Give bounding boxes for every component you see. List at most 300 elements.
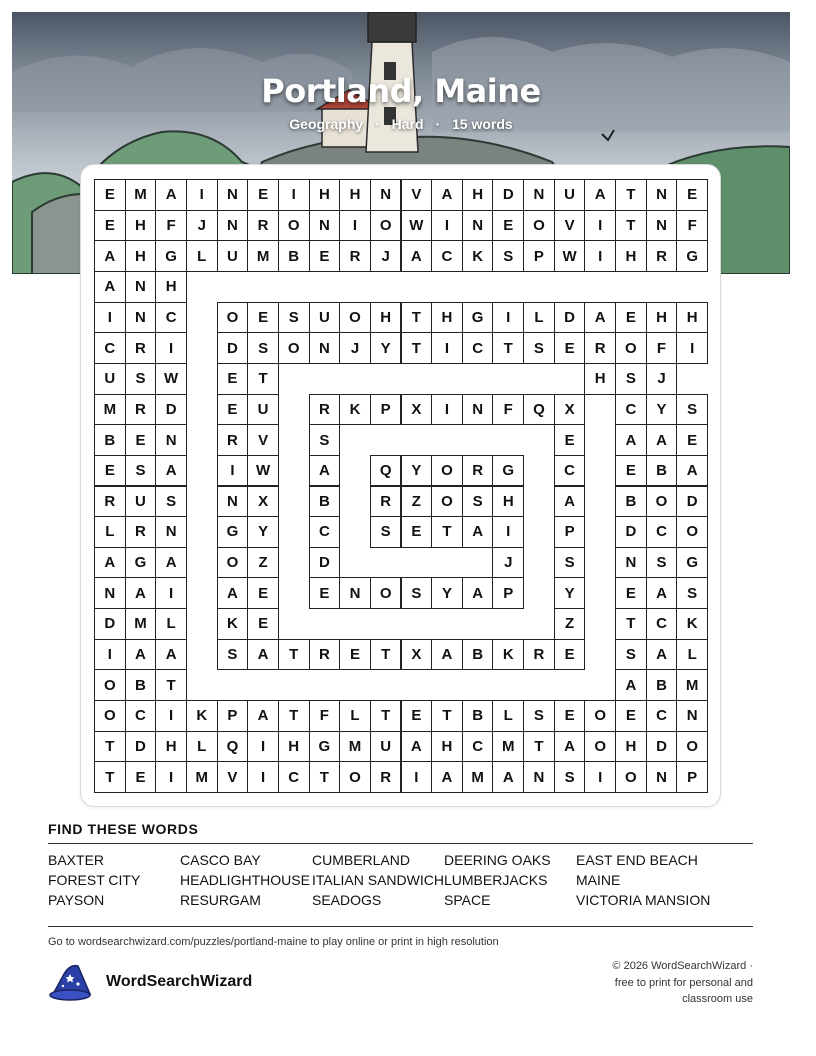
grid-cell[interactable]: P: [676, 761, 708, 793]
grid-cell[interactable]: I: [217, 455, 249, 487]
grid-cell[interactable]: Q: [370, 455, 402, 487]
grid-cell[interactable]: N: [523, 761, 555, 793]
grid-cell[interactable]: E: [554, 639, 586, 671]
grid-cell[interactable]: F: [646, 332, 678, 364]
grid-cell[interactable]: A: [676, 455, 708, 487]
grid-cell[interactable]: S: [370, 516, 402, 548]
grid-cell[interactable]: R: [339, 240, 371, 272]
grid-cell[interactable]: E: [125, 424, 157, 456]
grid-cell[interactable]: N: [339, 577, 371, 609]
grid-cell[interactable]: E: [492, 210, 524, 242]
grid-cell[interactable]: B: [646, 455, 678, 487]
grid-cell[interactable]: L: [94, 516, 126, 548]
grid-cell[interactable]: I: [431, 210, 463, 242]
grid-cell[interactable]: C: [646, 700, 678, 732]
grid-cell[interactable]: T: [370, 639, 402, 671]
grid-cell[interactable]: I: [94, 302, 126, 334]
grid-cell[interactable]: M: [339, 731, 371, 763]
grid-cell[interactable]: T: [247, 363, 279, 395]
grid-cell[interactable]: B: [278, 240, 310, 272]
grid-cell[interactable]: A: [217, 577, 249, 609]
grid-cell[interactable]: H: [646, 302, 678, 334]
grid-cell[interactable]: I: [155, 761, 187, 793]
grid-cell[interactable]: B: [462, 700, 494, 732]
grid-cell[interactable]: Y: [247, 516, 279, 548]
grid-cell[interactable]: O: [339, 302, 371, 334]
grid-cell[interactable]: A: [646, 577, 678, 609]
grid-cell[interactable]: Z: [247, 547, 279, 579]
grid-cell[interactable]: N: [523, 179, 555, 211]
grid-cell[interactable]: T: [94, 731, 126, 763]
grid-cell[interactable]: E: [247, 577, 279, 609]
grid-cell[interactable]: R: [125, 332, 157, 364]
grid-cell[interactable]: M: [462, 761, 494, 793]
grid-cell[interactable]: L: [492, 700, 524, 732]
grid-cell[interactable]: O: [370, 210, 402, 242]
grid-cell[interactable]: G: [492, 455, 524, 487]
grid-cell[interactable]: N: [217, 210, 249, 242]
grid-cell[interactable]: E: [339, 639, 371, 671]
grid-cell[interactable]: I: [155, 332, 187, 364]
grid-cell[interactable]: X: [554, 394, 586, 426]
grid-cell[interactable]: E: [247, 608, 279, 640]
grid-cell[interactable]: S: [676, 577, 708, 609]
grid-cell[interactable]: D: [125, 731, 157, 763]
grid-cell[interactable]: N: [646, 179, 678, 211]
grid-cell[interactable]: K: [462, 240, 494, 272]
grid-cell[interactable]: F: [155, 210, 187, 242]
grid-cell[interactable]: D: [676, 486, 708, 518]
grid-cell[interactable]: E: [401, 516, 433, 548]
grid-cell[interactable]: E: [217, 363, 249, 395]
grid-cell[interactable]: E: [615, 577, 647, 609]
grid-cell[interactable]: O: [523, 210, 555, 242]
grid-cell[interactable]: L: [339, 700, 371, 732]
grid-cell[interactable]: M: [186, 761, 218, 793]
grid-cell[interactable]: T: [523, 731, 555, 763]
grid-cell[interactable]: V: [554, 210, 586, 242]
grid-cell[interactable]: J: [186, 210, 218, 242]
grid-cell[interactable]: U: [554, 179, 586, 211]
grid-cell[interactable]: T: [370, 700, 402, 732]
grid-cell[interactable]: K: [217, 608, 249, 640]
grid-cell[interactable]: S: [462, 486, 494, 518]
grid-cell[interactable]: B: [646, 669, 678, 701]
grid-cell[interactable]: P: [370, 394, 402, 426]
grid-cell[interactable]: T: [492, 332, 524, 364]
grid-cell[interactable]: S: [523, 332, 555, 364]
grid-cell[interactable]: O: [646, 486, 678, 518]
grid-cell[interactable]: Y: [431, 577, 463, 609]
grid-cell[interactable]: Q: [523, 394, 555, 426]
grid-cell[interactable]: D: [615, 516, 647, 548]
grid-cell[interactable]: L: [676, 639, 708, 671]
grid-cell[interactable]: P: [523, 240, 555, 272]
grid-cell[interactable]: C: [125, 700, 157, 732]
grid-cell[interactable]: I: [492, 302, 524, 334]
grid-cell[interactable]: T: [431, 516, 463, 548]
grid-cell[interactable]: V: [247, 424, 279, 456]
grid-cell[interactable]: H: [278, 731, 310, 763]
grid-cell[interactable]: B: [462, 639, 494, 671]
grid-cell[interactable]: E: [554, 700, 586, 732]
grid-cell[interactable]: I: [584, 761, 616, 793]
grid-cell[interactable]: Y: [554, 577, 586, 609]
grid-cell[interactable]: L: [186, 240, 218, 272]
grid-cell[interactable]: E: [615, 700, 647, 732]
grid-cell[interactable]: G: [217, 516, 249, 548]
grid-cell[interactable]: J: [492, 547, 524, 579]
grid-cell[interactable]: B: [615, 486, 647, 518]
grid-cell[interactable]: O: [217, 302, 249, 334]
grid-cell[interactable]: A: [584, 302, 616, 334]
grid-cell[interactable]: C: [278, 761, 310, 793]
grid-cell[interactable]: I: [278, 179, 310, 211]
grid-cell[interactable]: O: [615, 761, 647, 793]
grid-cell[interactable]: T: [615, 179, 647, 211]
grid-cell[interactable]: W: [155, 363, 187, 395]
grid-cell[interactable]: W: [247, 455, 279, 487]
grid-cell[interactable]: F: [492, 394, 524, 426]
grid-cell[interactable]: I: [247, 731, 279, 763]
grid-cell[interactable]: A: [94, 547, 126, 579]
grid-cell[interactable]: R: [247, 210, 279, 242]
grid-cell[interactable]: S: [554, 547, 586, 579]
grid-cell[interactable]: S: [309, 424, 341, 456]
grid-cell[interactable]: N: [217, 486, 249, 518]
grid-cell[interactable]: V: [217, 761, 249, 793]
grid-cell[interactable]: D: [492, 179, 524, 211]
grid-cell[interactable]: T: [615, 210, 647, 242]
grid-cell[interactable]: Q: [217, 731, 249, 763]
grid-cell[interactable]: A: [554, 486, 586, 518]
grid-cell[interactable]: O: [94, 669, 126, 701]
grid-cell[interactable]: H: [462, 179, 494, 211]
grid-cell[interactable]: H: [155, 731, 187, 763]
grid-cell[interactable]: I: [401, 761, 433, 793]
grid-cell[interactable]: G: [676, 240, 708, 272]
grid-cell[interactable]: K: [339, 394, 371, 426]
grid-cell[interactable]: A: [247, 700, 279, 732]
grid-cell[interactable]: C: [554, 455, 586, 487]
grid-cell[interactable]: R: [370, 486, 402, 518]
grid-cell[interactable]: O: [217, 547, 249, 579]
grid-cell[interactable]: B: [94, 424, 126, 456]
grid-cell[interactable]: C: [431, 240, 463, 272]
grid-cell[interactable]: H: [125, 210, 157, 242]
grid-cell[interactable]: O: [431, 455, 463, 487]
grid-cell[interactable]: G: [155, 240, 187, 272]
grid-cell[interactable]: O: [94, 700, 126, 732]
grid-cell[interactable]: Z: [554, 608, 586, 640]
grid-cell[interactable]: O: [278, 210, 310, 242]
grid-cell[interactable]: S: [676, 394, 708, 426]
grid-cell[interactable]: T: [401, 332, 433, 364]
grid-cell[interactable]: A: [247, 639, 279, 671]
grid-cell[interactable]: R: [584, 332, 616, 364]
grid-cell[interactable]: N: [125, 271, 157, 303]
grid-cell[interactable]: P: [492, 577, 524, 609]
play-online-link[interactable]: Go to wordsearchwizard.com/puzzles/portland-maine to play online or print in high resolution: [48, 936, 499, 948]
grid-cell[interactable]: E: [554, 332, 586, 364]
grid-cell[interactable]: B: [125, 669, 157, 701]
grid-cell[interactable]: S: [278, 302, 310, 334]
grid-cell[interactable]: T: [155, 669, 187, 701]
grid-cell[interactable]: H: [125, 240, 157, 272]
grid-cell[interactable]: E: [401, 700, 433, 732]
grid-cell[interactable]: L: [155, 608, 187, 640]
grid-cell[interactable]: M: [247, 240, 279, 272]
grid-cell[interactable]: N: [94, 577, 126, 609]
grid-cell[interactable]: J: [339, 332, 371, 364]
grid-cell[interactable]: C: [646, 516, 678, 548]
grid-cell[interactable]: L: [186, 731, 218, 763]
grid-cell[interactable]: E: [247, 179, 279, 211]
grid-cell[interactable]: O: [676, 516, 708, 548]
grid-cell[interactable]: Z: [401, 486, 433, 518]
grid-cell[interactable]: R: [217, 424, 249, 456]
grid-cell[interactable]: O: [431, 486, 463, 518]
grid-cell[interactable]: Y: [370, 332, 402, 364]
grid-cell[interactable]: A: [155, 179, 187, 211]
grid-cell[interactable]: U: [94, 363, 126, 395]
grid-cell[interactable]: S: [247, 332, 279, 364]
grid-cell[interactable]: M: [492, 731, 524, 763]
grid-cell[interactable]: D: [217, 332, 249, 364]
grid-cell[interactable]: A: [155, 547, 187, 579]
grid-cell[interactable]: H: [615, 731, 647, 763]
grid-cell[interactable]: A: [584, 179, 616, 211]
grid-cell[interactable]: A: [615, 669, 647, 701]
grid-cell[interactable]: J: [646, 363, 678, 395]
grid-cell[interactable]: T: [94, 761, 126, 793]
grid-cell[interactable]: M: [676, 669, 708, 701]
grid-cell[interactable]: O: [339, 761, 371, 793]
grid-cell[interactable]: I: [584, 210, 616, 242]
grid-cell[interactable]: C: [462, 332, 494, 364]
grid-cell[interactable]: S: [401, 577, 433, 609]
grid-cell[interactable]: E: [309, 240, 341, 272]
grid-cell[interactable]: C: [615, 394, 647, 426]
grid-cell[interactable]: U: [125, 486, 157, 518]
grid-cell[interactable]: A: [309, 455, 341, 487]
grid-cell[interactable]: A: [125, 577, 157, 609]
grid-cell[interactable]: S: [217, 639, 249, 671]
grid-cell[interactable]: N: [155, 424, 187, 456]
grid-cell[interactable]: D: [554, 302, 586, 334]
grid-cell[interactable]: T: [278, 639, 310, 671]
grid-cell[interactable]: S: [492, 240, 524, 272]
grid-cell[interactable]: N: [155, 516, 187, 548]
grid-cell[interactable]: N: [125, 302, 157, 334]
grid-cell[interactable]: N: [676, 700, 708, 732]
grid-cell[interactable]: A: [401, 240, 433, 272]
grid-cell[interactable]: A: [125, 639, 157, 671]
grid-cell[interactable]: S: [615, 639, 647, 671]
grid-cell[interactable]: H: [584, 363, 616, 395]
grid-cell[interactable]: K: [492, 639, 524, 671]
grid-cell[interactable]: U: [217, 240, 249, 272]
grid-cell[interactable]: B: [309, 486, 341, 518]
grid-cell[interactable]: U: [247, 394, 279, 426]
grid-cell[interactable]: F: [309, 700, 341, 732]
grid-cell[interactable]: E: [676, 424, 708, 456]
grid-cell[interactable]: L: [523, 302, 555, 334]
grid-cell[interactable]: T: [431, 700, 463, 732]
grid-cell[interactable]: H: [309, 179, 341, 211]
grid-cell[interactable]: H: [370, 302, 402, 334]
grid-cell[interactable]: A: [462, 516, 494, 548]
grid-cell[interactable]: E: [125, 761, 157, 793]
grid-cell[interactable]: D: [309, 547, 341, 579]
grid-cell[interactable]: A: [554, 731, 586, 763]
grid-cell[interactable]: A: [492, 761, 524, 793]
grid-cell[interactable]: I: [339, 210, 371, 242]
grid-cell[interactable]: E: [94, 455, 126, 487]
grid-cell[interactable]: D: [155, 394, 187, 426]
grid-cell[interactable]: C: [155, 302, 187, 334]
grid-cell[interactable]: C: [462, 731, 494, 763]
grid-cell[interactable]: I: [247, 761, 279, 793]
grid-cell[interactable]: H: [339, 179, 371, 211]
grid-cell[interactable]: E: [676, 179, 708, 211]
grid-cell[interactable]: F: [676, 210, 708, 242]
grid-cell[interactable]: E: [217, 394, 249, 426]
grid-cell[interactable]: X: [401, 394, 433, 426]
grid-cell[interactable]: W: [401, 210, 433, 242]
grid-cell[interactable]: A: [401, 731, 433, 763]
grid-cell[interactable]: U: [370, 731, 402, 763]
grid-cell[interactable]: O: [615, 332, 647, 364]
grid-cell[interactable]: H: [155, 271, 187, 303]
grid-cell[interactable]: X: [401, 639, 433, 671]
grid-cell[interactable]: I: [431, 332, 463, 364]
grid-cell[interactable]: H: [431, 302, 463, 334]
grid-cell[interactable]: I: [676, 332, 708, 364]
grid-cell[interactable]: C: [309, 516, 341, 548]
grid-cell[interactable]: S: [125, 363, 157, 395]
grid-cell[interactable]: G: [676, 547, 708, 579]
grid-cell[interactable]: P: [217, 700, 249, 732]
grid-cell[interactable]: A: [615, 424, 647, 456]
grid-cell[interactable]: S: [615, 363, 647, 395]
grid-cell[interactable]: R: [523, 639, 555, 671]
grid-cell[interactable]: A: [646, 639, 678, 671]
grid-cell[interactable]: N: [646, 210, 678, 242]
grid-cell[interactable]: E: [554, 424, 586, 456]
grid-cell[interactable]: N: [646, 761, 678, 793]
grid-cell[interactable]: R: [309, 394, 341, 426]
grid-cell[interactable]: R: [125, 516, 157, 548]
grid-cell[interactable]: C: [646, 608, 678, 640]
grid-cell[interactable]: N: [462, 210, 494, 242]
grid-cell[interactable]: T: [401, 302, 433, 334]
grid-cell[interactable]: I: [155, 700, 187, 732]
grid-cell[interactable]: I: [584, 240, 616, 272]
grid-cell[interactable]: D: [94, 608, 126, 640]
grid-cell[interactable]: P: [554, 516, 586, 548]
grid-cell[interactable]: S: [155, 486, 187, 518]
grid-cell[interactable]: S: [125, 455, 157, 487]
letter-grid[interactable]: [94, 179, 707, 792]
grid-cell[interactable]: N: [615, 547, 647, 579]
grid-cell[interactable]: A: [431, 761, 463, 793]
grid-cell[interactable]: N: [462, 394, 494, 426]
grid-cell[interactable]: G: [125, 547, 157, 579]
grid-cell[interactable]: A: [462, 577, 494, 609]
grid-cell[interactable]: R: [370, 761, 402, 793]
grid-cell[interactable]: S: [523, 700, 555, 732]
grid-cell[interactable]: R: [462, 455, 494, 487]
grid-cell[interactable]: C: [94, 332, 126, 364]
grid-cell[interactable]: W: [554, 240, 586, 272]
grid-cell[interactable]: O: [370, 577, 402, 609]
grid-cell[interactable]: K: [186, 700, 218, 732]
grid-cell[interactable]: A: [155, 455, 187, 487]
grid-cell[interactable]: M: [125, 179, 157, 211]
grid-cell[interactable]: J: [370, 240, 402, 272]
grid-cell[interactable]: A: [646, 424, 678, 456]
grid-cell[interactable]: T: [278, 700, 310, 732]
grid-cell[interactable]: R: [125, 394, 157, 426]
grid-cell[interactable]: E: [615, 302, 647, 334]
grid-cell[interactable]: A: [155, 639, 187, 671]
grid-cell[interactable]: I: [94, 639, 126, 671]
grid-cell[interactable]: H: [676, 302, 708, 334]
grid-cell[interactable]: A: [94, 240, 126, 272]
grid-cell[interactable]: S: [554, 761, 586, 793]
grid-cell[interactable]: I: [492, 516, 524, 548]
grid-cell[interactable]: E: [94, 179, 126, 211]
grid-cell[interactable]: X: [247, 486, 279, 518]
grid-cell[interactable]: H: [492, 486, 524, 518]
grid-cell[interactable]: N: [309, 332, 341, 364]
grid-cell[interactable]: T: [615, 608, 647, 640]
grid-cell[interactable]: T: [309, 761, 341, 793]
grid-cell[interactable]: N: [217, 179, 249, 211]
grid-cell[interactable]: E: [247, 302, 279, 334]
grid-cell[interactable]: O: [584, 731, 616, 763]
grid-cell[interactable]: U: [309, 302, 341, 334]
grid-cell[interactable]: Y: [646, 394, 678, 426]
grid-cell[interactable]: I: [186, 179, 218, 211]
grid-cell[interactable]: E: [309, 577, 341, 609]
grid-cell[interactable]: R: [94, 486, 126, 518]
grid-cell[interactable]: N: [370, 179, 402, 211]
grid-cell[interactable]: D: [646, 731, 678, 763]
grid-cell[interactable]: R: [309, 639, 341, 671]
grid-cell[interactable]: K: [676, 608, 708, 640]
grid-cell[interactable]: R: [646, 240, 678, 272]
grid-cell[interactable]: E: [615, 455, 647, 487]
grid-cell[interactable]: Y: [401, 455, 433, 487]
grid-cell[interactable]: I: [155, 577, 187, 609]
grid-cell[interactable]: A: [431, 639, 463, 671]
grid-cell[interactable]: G: [462, 302, 494, 334]
grid-cell[interactable]: O: [278, 332, 310, 364]
grid-cell[interactable]: E: [94, 210, 126, 242]
grid-cell[interactable]: M: [94, 394, 126, 426]
grid-cell[interactable]: N: [309, 210, 341, 242]
grid-cell[interactable]: I: [431, 394, 463, 426]
grid-cell[interactable]: M: [125, 608, 157, 640]
brand[interactable]: [48, 962, 252, 1002]
grid-cell[interactable]: V: [401, 179, 433, 211]
grid-cell[interactable]: O: [584, 700, 616, 732]
grid-cell[interactable]: O: [676, 731, 708, 763]
grid-cell[interactable]: A: [94, 271, 126, 303]
grid-cell[interactable]: A: [431, 179, 463, 211]
